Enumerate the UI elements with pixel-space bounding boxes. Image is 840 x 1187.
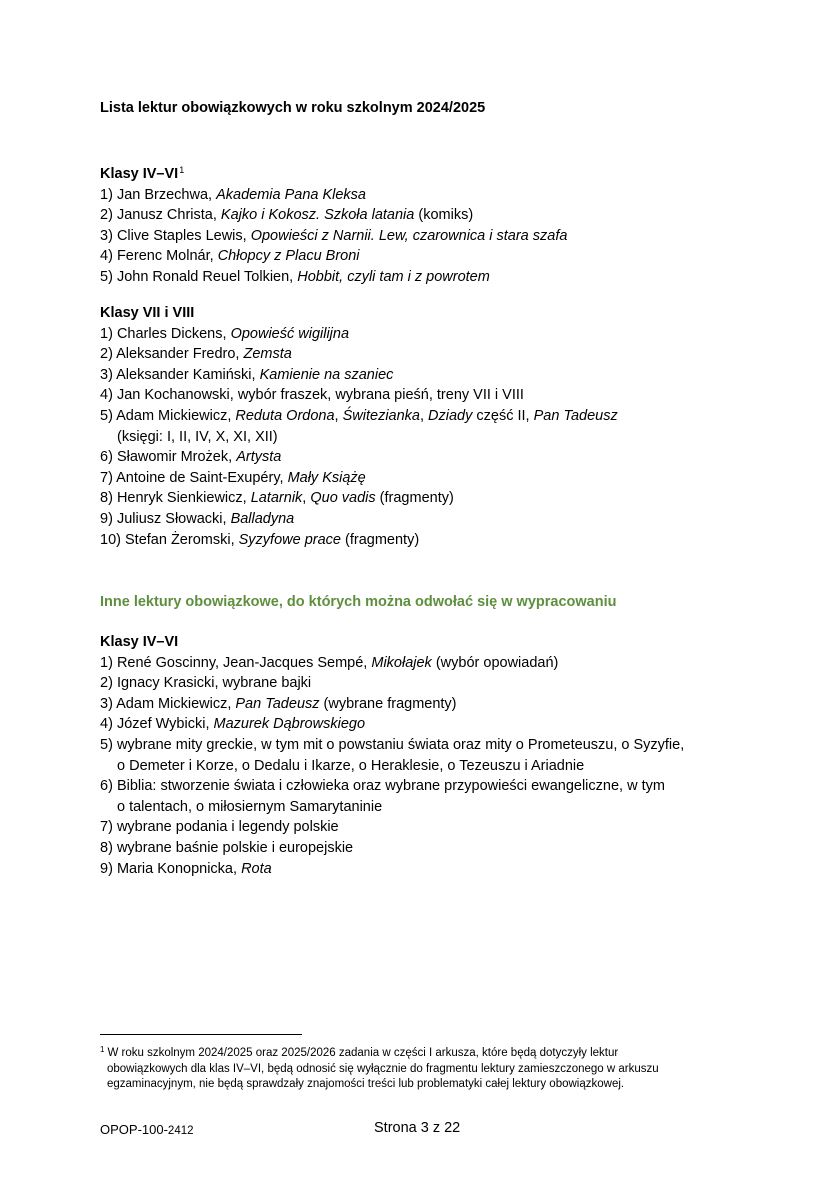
list-item: 9) Maria Konopnicka, Rota — [100, 860, 272, 877]
list-item: 10) Stefan Żeromski, Syzyfowe prace (fragmenty) — [100, 531, 420, 548]
section-klasy-vii-viii — [100, 303, 750, 550]
list-item: 1) Jan Brzechwa, Akademia Pana Kleksa — [100, 186, 366, 203]
footnote: $^1$ W roku szkolnym 2024/2025 oraz 2025/2026 zadania w części I arkusza, które będą dotyczyły lektur obowiązkowych dla klas IV–VI, będą odnosić się wyłącznie do fragmentu lektury zamieszczonego w arkuszu egzaminacyjnym, nie będą sprawdzały znajomości treści lub problematyki całej lektury obowiązkowej. — [100, 1045, 659, 1090]
list-item: 4) Jan Kochanowski, wybór fraszek, wybrana pieśń, treny VII i VIII — [100, 387, 524, 404]
list-item: 6) Biblia: stworzenie świata i człowieka oraz wybrane przypowieści ewangeliczne, w tym o talentach, o miłosiernym Samarytaninie — [100, 778, 665, 815]
list-item: 5) wybrane mity greckie, w tym mit o powstaniu świata oraz mity o Prometeuszu, o Syzyfie, o Demeter i Korze, o Dedalu i Ikarze, o Heraklesie, o Tezeuszu i Ariadnie — [100, 736, 685, 774]
exam-code: OPOP-100-2412 — [100, 1122, 194, 1137]
list-item: 7) Antoine de Saint-Exupéry, Mały Książę — [100, 469, 366, 486]
list-item: 3) Clive Staples Lewis, Opowieści z Narnii. Lew, czarownica i stara szafa — [100, 227, 568, 244]
list-item: 1) René Goscinny, Jean-Jacques Sempé, Mikołajek (wybór opowiadań) — [100, 654, 559, 671]
list-item: 9) Juliusz Słowacki, Balladyna — [100, 510, 295, 527]
list-item: 4) Józef Wybicki, Mazurek Dąbrowskiego — [100, 716, 366, 733]
list-item: 8) Henryk Sienkiewicz, Latarnik, Quo vadis (fragmenty) — [100, 490, 454, 507]
list-item: 2) Janusz Christa, Kajko i Kokosz. Szkoła latania (komiks) — [100, 207, 474, 224]
footnote-divider — [100, 1034, 302, 1035]
list-item: 4) Ferenc Molnár, Chłopcy z Placu Broni — [100, 248, 360, 265]
list-item: 5) Adam Mickiewicz, Reduta Ordona, Świtezianka, Dziady część II, Pan Tadeusz (księgi: I, II, IV, X, XI, XII) — [100, 407, 618, 445]
list-item: 5) John Ronald Reuel Tolkien, Hobbit, czyli tam i z powrotem — [100, 268, 490, 285]
list-item: 6) Sławomir Mrożek, Artysta — [100, 449, 282, 466]
page-number: Strona 3 z 22 — [374, 1120, 461, 1136]
list-item: 2) Aleksander Fredro, Zemsta — [100, 346, 292, 363]
list-item: 7) wybrane podania i legendy polskie — [100, 819, 339, 836]
page-title: Lista lektur obowiązkowych w roku szkolnym 2024/2025 — [100, 100, 486, 116]
list-item: 1) Charles Dickens, Opowieść wigilijna — [100, 325, 350, 342]
section-heading: Klasy $IV-VI^1$ — [100, 165, 185, 182]
other-readings-heading: Inne lektury obowiązkowe, do których można odwołać się w wypracowaniu — [100, 594, 617, 610]
section-other-klasy-iv-vi — [100, 632, 750, 879]
footnote-number: 1 — [100, 1045, 105, 1054]
section-heading: Klasy VII i VIII — [100, 305, 195, 321]
section-klasy-iv-vi — [100, 160, 750, 288]
list-item: 2) Ignacy Krasicki, wybrane bajki — [100, 675, 312, 692]
list-item: 8) wybrane baśnie polskie i europejskie — [100, 839, 354, 856]
footnote-ref[interactable]: 1 — [179, 165, 185, 175]
list-item: 3) Adam Mickiewicz, Pan Tadeusz (wybrane fragmenty) — [100, 695, 457, 712]
list-item: 3) Aleksander Kamiński, Kamienie na szaniec — [100, 366, 394, 383]
section-heading: Klasy IV–VI — [100, 634, 179, 650]
